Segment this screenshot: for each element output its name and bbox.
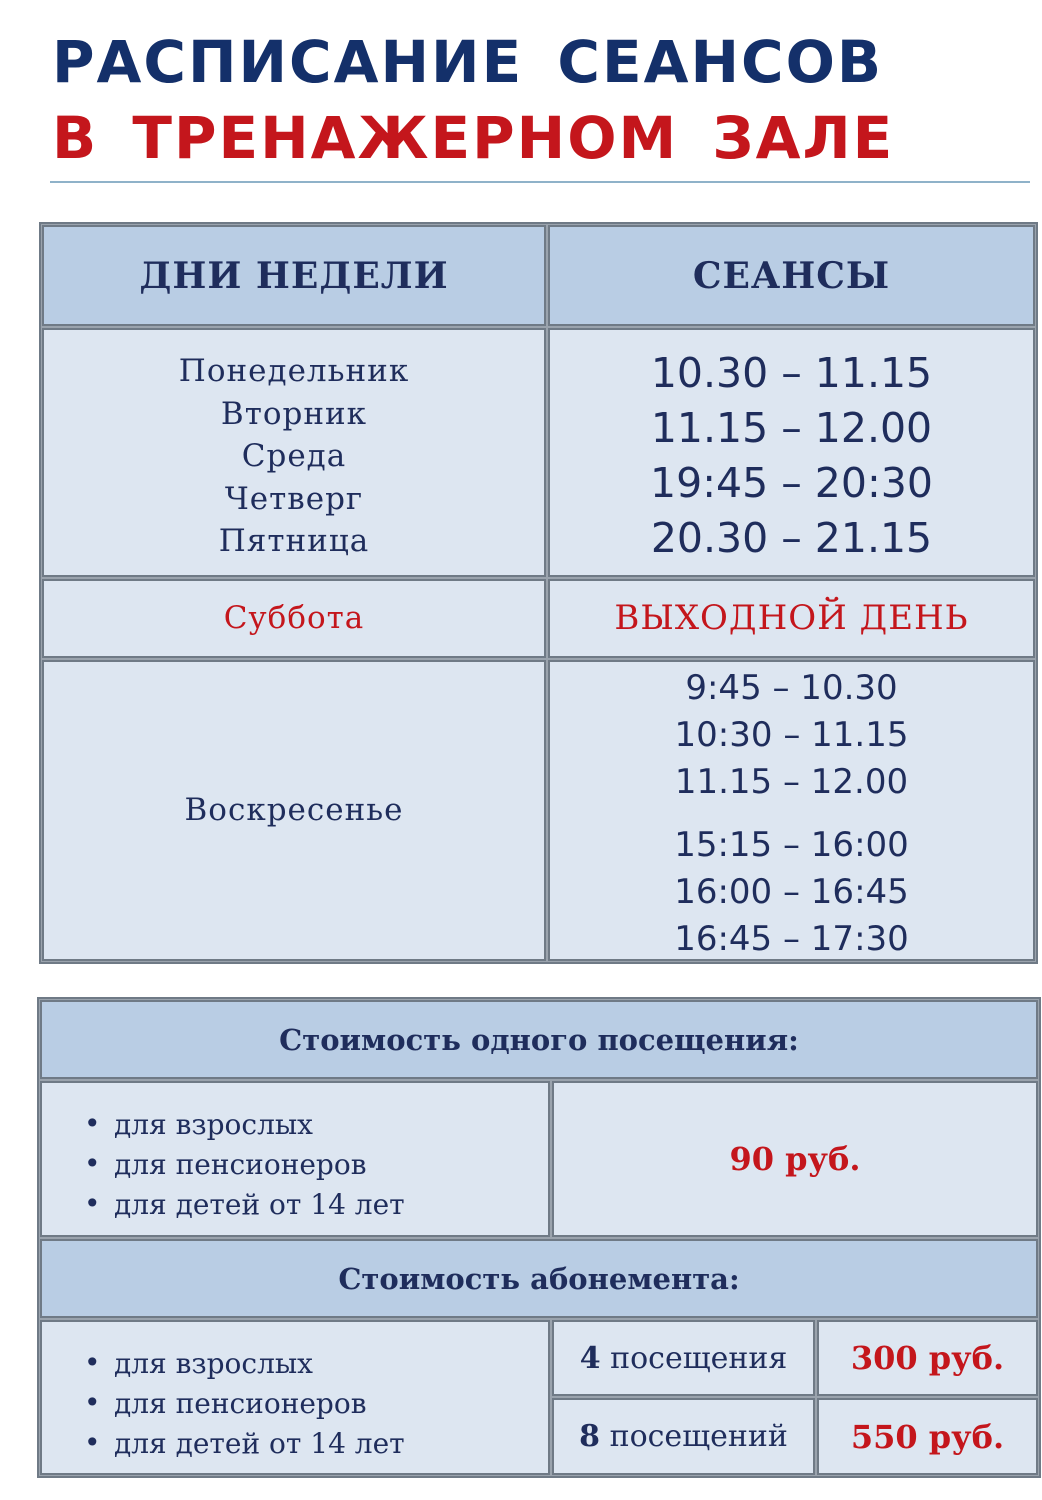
header-days — [42, 225, 546, 326]
visits-count: 8 — [579, 1419, 601, 1454]
sunday-label: Воскресенье — [184, 792, 404, 829]
weekdays-cell — [42, 328, 546, 577]
subscription-categories — [40, 1320, 550, 1475]
subscription-header — [40, 1239, 1038, 1318]
session-time: 11.15 – 12.00 — [674, 762, 909, 802]
visits-unit: посещения — [610, 1340, 788, 1376]
single-visit-price-cell — [552, 1081, 1038, 1237]
visits-label — [580, 1341, 788, 1376]
saturday-status-cell — [548, 579, 1035, 658]
sunday-sessions-cell — [548, 660, 1035, 961]
weekday-label: Среда — [241, 438, 347, 474]
sunday-cell — [42, 660, 546, 961]
title-line-1: РАСПИСАНИЕ СЕАНСОВ — [52, 28, 884, 96]
session-time: 16:00 – 16:45 — [674, 872, 909, 912]
category-item: • для взрослых — [42, 1105, 548, 1145]
category-list — [42, 1344, 548, 1464]
category-list — [42, 1105, 548, 1225]
subscription-price: 550 руб. — [850, 1417, 1005, 1456]
header-sessions-label: СЕАНСЫ — [692, 254, 891, 297]
single-visit-heading: Стоимость одного посещения: — [279, 1022, 799, 1057]
saturday-cell — [42, 579, 546, 658]
single-visit-header — [40, 1000, 1038, 1079]
header-days-label: ДНИ НЕДЕЛИ — [139, 254, 449, 297]
weekday-label: Пятница — [218, 523, 370, 559]
weekday-label: Четверг — [224, 480, 364, 517]
visits-count: 4 — [579, 1340, 601, 1376]
session-time: 15:15 – 16:00 — [674, 825, 909, 865]
subscription-price-4 — [817, 1320, 1038, 1396]
header-sessions — [548, 225, 1035, 326]
weekday-label: Вторник — [220, 395, 368, 432]
title-line-2: В ТРЕНАЖЕРНОМ ЗАЛЕ — [52, 104, 895, 172]
category-item: • для взрослых — [42, 1344, 548, 1384]
day-off-label: ВЫХОДНОЙ ДЕНЬ — [614, 598, 969, 639]
subscription-price-8 — [817, 1398, 1038, 1475]
session-time: 20.30 – 21.15 — [650, 514, 933, 562]
subscription-heading: Стоимость абонемента: — [338, 1261, 740, 1296]
subscription-price: 300 руб. — [850, 1339, 1005, 1377]
category-item: • для детей от 14 лет — [42, 1424, 548, 1464]
visits-unit: посещений — [609, 1419, 788, 1454]
category-item: • для пенсионеров — [42, 1145, 548, 1185]
category-item: • для пенсионеров — [42, 1384, 548, 1424]
session-time: 10.30 – 11.15 — [650, 349, 933, 397]
session-time: 19:45 – 20:30 — [650, 459, 933, 507]
subscription-option-8 — [552, 1398, 815, 1475]
title-divider — [50, 181, 1030, 183]
visits-label — [579, 1419, 788, 1454]
single-visit-price: 90 руб. — [729, 1140, 861, 1178]
weekday-sessions-cell — [548, 328, 1035, 577]
saturday-label: Суббота — [223, 600, 365, 637]
weekday-label: Понедельник — [178, 353, 410, 389]
session-time: 16:45 – 17:30 — [674, 919, 909, 959]
session-time: 10:30 – 11.15 — [674, 715, 909, 755]
subscription-option-4 — [552, 1320, 815, 1396]
session-time: 9:45 – 10.30 — [685, 668, 898, 708]
single-visit-categories — [40, 1081, 550, 1237]
session-time: 11.15 – 12.00 — [650, 404, 933, 452]
category-item: • для детей от 14 лет — [42, 1185, 548, 1225]
